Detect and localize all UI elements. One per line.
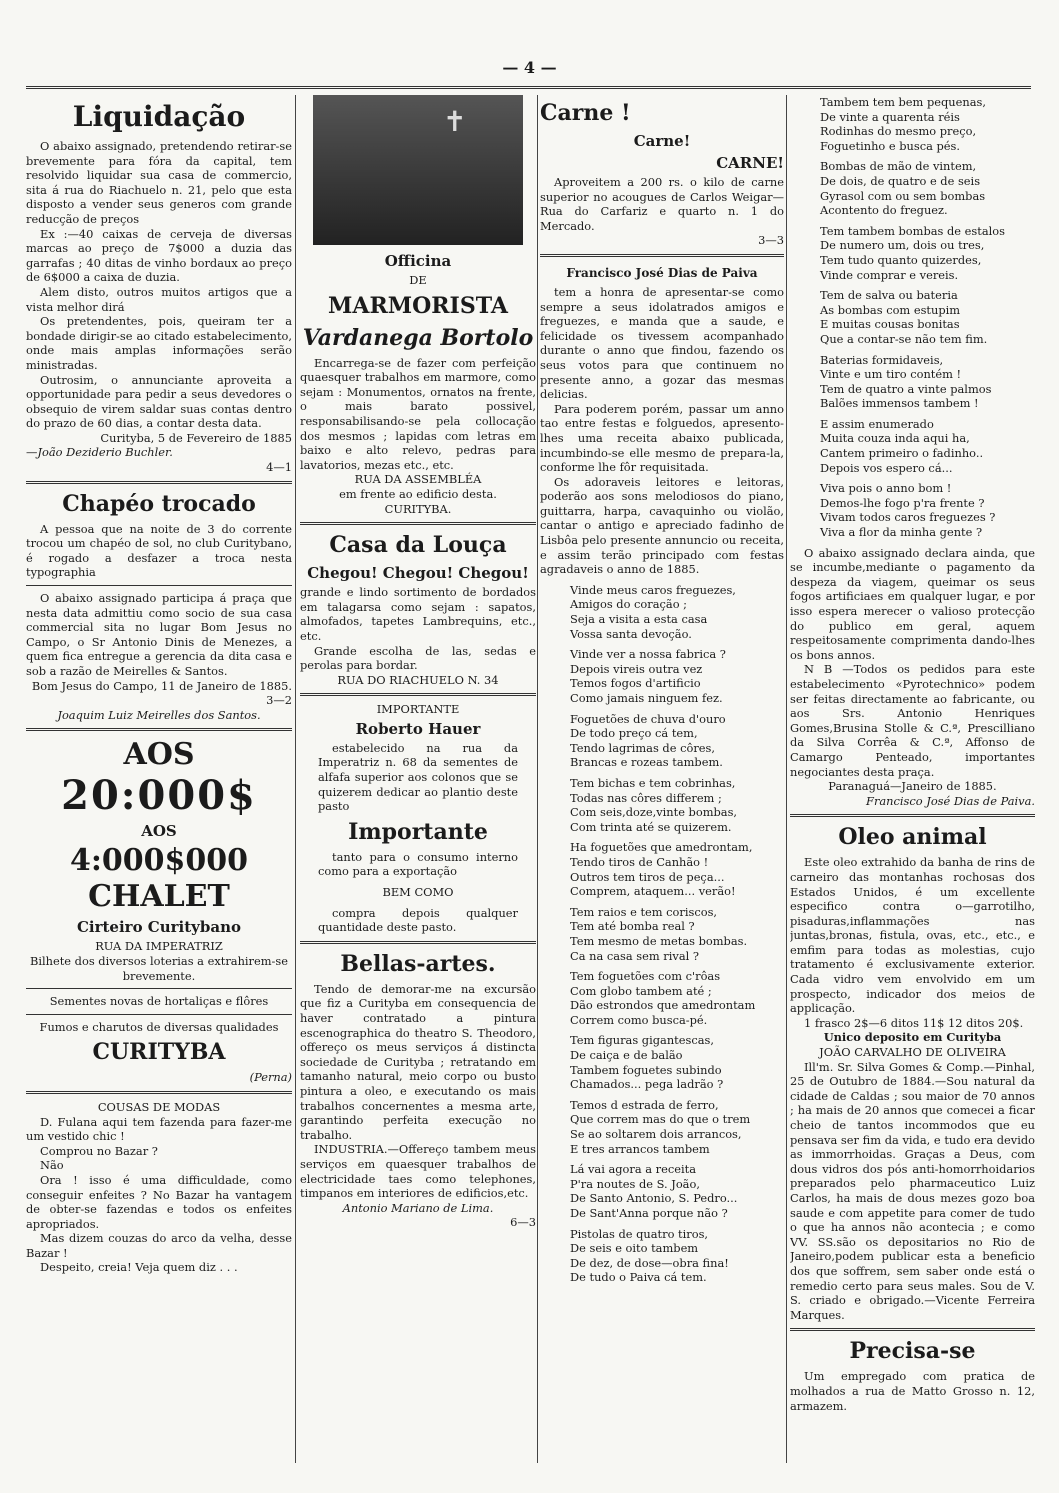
deposit-title: Unico deposito em Curityba	[823, 1030, 1002, 1045]
carne-title-2: Carne!	[633, 132, 691, 150]
separator	[26, 585, 292, 586]
stanza	[790, 95, 1035, 153]
stanza	[540, 583, 784, 641]
chalet-aos-2: AOS	[141, 822, 177, 841]
separator	[300, 941, 536, 944]
verse-line: Acontento do freguez.	[820, 203, 948, 218]
separator	[26, 1014, 292, 1015]
verse-line: E muitas cousas bonitas	[820, 317, 960, 332]
verse-line: De dois, de quatro e de seis	[820, 173, 981, 188]
verse-line: Dão estrondos que amedrontam	[570, 998, 756, 1013]
paragraph: Grande escolha de las, sedas e perolas para bordar.	[300, 643, 536, 673]
page-number: — 4 —	[502, 58, 557, 77]
verse-line: Lá vai agora a receita	[570, 1162, 696, 1177]
verse-line: Tem de quatro a vinte palmos	[820, 381, 992, 396]
verse-line: Rodinhas do mesmo preço,	[820, 124, 977, 139]
marmorista-title: MARMORISTA	[328, 292, 508, 319]
verse-line: Viva a flor da minha gente ?	[820, 525, 983, 540]
dateline: Curityba, 5 de Fevereiro de 1885	[100, 430, 292, 445]
verse-line: De Santo Antonio, S. Pedro...	[570, 1191, 738, 1206]
verse-line: Vossa santa devoção.	[570, 626, 692, 641]
paragraph: Comprou no Bazar ?	[40, 1143, 158, 1158]
price-line: 1 frasco 2$—6 ditos 11$ 12 ditos 20$.	[804, 1015, 1024, 1030]
paragraph: Bilhete dos diversos loterias a extrahirem-se brevemente.	[30, 953, 288, 983]
stanza	[790, 353, 1035, 411]
stanza	[540, 1098, 784, 1156]
verse-line: Bombas de mão de vintem,	[820, 159, 977, 174]
chalet-aos: AOS	[123, 737, 195, 773]
verse-line: Tem raios e tem coriscos,	[570, 904, 718, 919]
verse-line: Que correm mas do que o trem	[570, 1112, 751, 1127]
paragraph: O abaixo assignado participa á praça que nesta data admittiu como socio de sua casa commercial sita no lugar Bom Jesus no Campo, o Sr Antonio Dinis de Menezes, a quem fica entregue a gerencia da dita casa e sob a razão de Meirelles & Santos.	[26, 591, 292, 678]
stanza	[790, 159, 1035, 217]
verse-line: Se ao soltarem dois arrancos,	[570, 1127, 742, 1142]
bem-como: BEM COMO	[382, 885, 454, 900]
separator	[300, 693, 536, 696]
chalet-amount-2: 4:000$000	[69, 843, 249, 879]
paragraph: estabelecido na rua da Imperatriz n. 68 da sementes de alfafa superior aos colonos que se quizerem dedicar ao plantio deste pasto	[318, 740, 518, 814]
header-rule	[26, 86, 1031, 89]
verse-line: Correm como busca-pé.	[570, 1012, 708, 1027]
verse-line: De tudo o Paiva cá tem.	[570, 1270, 707, 1285]
verse-line: Tem tudo quanto quizerdes,	[820, 252, 982, 267]
verse-line: De vinte a quarenta réis	[820, 109, 960, 124]
paragraph: Um empregado com pratica de molhados a rua de Matto Grosso n. 12, armazem.	[790, 1369, 1035, 1413]
verse-line: Foguetões de chuva d'ouro	[570, 711, 726, 726]
verse-line: Tem figuras gigantescas,	[570, 1033, 714, 1048]
paragraph: Ora ! isso é uma difficuldade, como conseguir enfeites ? No Bazar ha vantagem de obter-se fazendas e todos os enfeites apropriados.	[26, 1172, 292, 1231]
chalet-city: CURITYBA	[92, 1039, 226, 1066]
stanza	[540, 776, 784, 834]
importante-body	[300, 741, 536, 935]
verse-line: Viva pois o anno bom !	[820, 481, 952, 496]
column-3	[540, 95, 784, 1463]
address: RUA DO RIACHUELO N. 34	[337, 672, 499, 687]
column-rule	[786, 95, 787, 1463]
importante-top: IMPORTANTE	[376, 702, 460, 717]
column-rule	[295, 95, 296, 1463]
column-2	[300, 95, 536, 1463]
chalet-amount: 20:000$	[61, 772, 257, 820]
verse-line: Muita couza inda aqui ha,	[820, 431, 970, 446]
verse-line: Com seis,doze,vinte bombas,	[570, 805, 738, 820]
verse-line: De todo preço cá tem,	[570, 726, 698, 741]
signature: Antonio Mariano de Lima.	[342, 1200, 494, 1215]
verse-line: E assim enumerado	[820, 416, 934, 431]
liquidacao-title: Liquidação	[72, 100, 246, 133]
stanza	[540, 712, 784, 770]
paragraph: Tendo de demorar-me na excursão que fiz a Curityba em consequencia de haver contratado a pintura escenographica do theatro S. Theodoro, offereço os meus serviços á distincta sociedade de Curityba ; retratando em tamanho natural, meio corpo ou busto pintura a oleo, e executando os mais trabalhos concernentes a mesma arte, garantindo perfeita execução no trabalho.	[300, 981, 536, 1142]
stanza	[790, 288, 1035, 346]
verse-line: P'ra noutes de S. João,	[570, 1176, 700, 1191]
paragraph: N B —Todos os pedidos para este estabelecimento «Pyrotechnico» podem ser feitas directamente ao fabricante, ou aos Srs. Antonio Henriques Gomes,Brusina Stolle & C.ª, Prescilliano da Silva Corrêa & C.ª, Affonso de Camargo Penteado, importantes negociantes desta praça.	[790, 662, 1035, 779]
stanza	[540, 969, 784, 1027]
verse-line: Vinte e um tiro contém !	[820, 367, 962, 382]
ad-number: 4—1	[266, 460, 292, 475]
verse-line: De seis e oito tambem	[570, 1241, 699, 1256]
chalet-address: RUA DA IMPERATRIZ	[95, 939, 223, 954]
stanza	[540, 647, 784, 705]
ad-number: 3—3	[758, 233, 784, 248]
cousas-title: COUSAS DE MODAS	[97, 1099, 221, 1114]
stanza	[790, 481, 1035, 539]
paragraph: Ill'm. Sr. Silva Gomes & Comp.—Pinhal, 25 de Outubro de 1884.—Sou natural da cidade de Caldas ; sou maior de 70 annos ; ha mais de 20 annos que comecei a ficar cheio de tantos incommodos que eu pensava ser fim da vida, e tudo era devido as immorrhoidas. Graças a Deus, com dous vidros dos pós anti-homorrhoidarios preparados pelo pharmaceutico Luiz Carlos, ha mais de dous mezes gozo boa saude e com appetite para comer de tudo o que ha annos não acontecia ; e como VV. SS.são os depositarios no Rio de Janeiro,podem publicar esta a beneficio dos que soffrem, sem saber onde está o remedio certo para seus males. Sou de V. S. criado e obrigado.—Vicente Ferreira Marques.	[790, 1059, 1035, 1322]
verse-line: Foguetinho e busca pés.	[820, 138, 961, 153]
verse-line: Tambem foguetes subindo	[570, 1062, 722, 1077]
verse-line: De dez, de dose—obra fina!	[570, 1255, 729, 1270]
city: CURITYBA.	[384, 501, 452, 516]
verse-line: Pistolas de quatro tiros,	[570, 1226, 709, 1241]
verse-line: Tem de salva ou bateria	[820, 288, 958, 303]
separator	[790, 814, 1035, 817]
paragraph: tem a honra de apresentar-se como sempre a seus idolatrados amigos e freguezes, e manda que a saude, e felicidade os tivessem acompanhado durante o anno que findou, fazendo os seus votos para que continuem no presente anno, a gozar das mesmas delicias.	[540, 284, 784, 402]
verse-line: Vinde meus caros freguezes,	[570, 582, 736, 597]
paragraph: D. Fulana aqui tem fazenda para fazer-me um vestido chic !	[26, 1114, 292, 1144]
officina-de: DE	[409, 273, 427, 287]
paragraph: Aproveitem a 200 rs. o kilo de carne superior no acougues de Carlos Weigar—Rua do Carfariz e quarto n. 1 do Mercado.	[540, 175, 784, 233]
separator	[26, 1091, 292, 1094]
marmorista-name: Vardanega Bortolo	[302, 324, 534, 351]
verse-line: Vivam todos caros freguezes ?	[820, 510, 996, 525]
verse-line: De caiça e de balão	[570, 1048, 683, 1063]
ad-number: 6—3	[510, 1215, 536, 1230]
verse-line: Como jamais ninguem fez.	[570, 691, 723, 705]
paragraph: Sementes novas de hortaliças e flôres	[49, 994, 269, 1009]
signature: Joaquim Luiz Meirelles dos Santos.	[57, 707, 261, 722]
separator	[26, 728, 292, 731]
ad-number: 3—2	[266, 693, 292, 708]
paragraph: Não	[40, 1158, 64, 1173]
verse-line: Balões immensos tambem !	[820, 396, 979, 411]
column-4	[790, 95, 1035, 1463]
verse-block	[540, 583, 784, 1285]
verse-line: Brancas e rozeas tambem.	[570, 755, 723, 770]
stanza	[540, 1033, 784, 1091]
paragraph: Para poderem porém, passar um anno tao entre festas e folguedos, apresento-lhes uma receita abaixo publicada, incumbindo-se elle mesmo de prepara-la, conforme lhe fôr requisitada.	[540, 401, 784, 475]
chalet-perna: (Perna)	[249, 1070, 292, 1085]
paragraph: O abaixo assignado, pretendendo retirar-se brevemente para fóra da capital, tem resolvido liquidar sua casa de commercio, sita á rua do Riachuelo n. 21, pelo que esta disposto a vender seus generos com grande reducção de preços	[26, 139, 292, 226]
separator	[790, 1328, 1035, 1331]
verse-line: Que a contar-se não tem fim.	[820, 331, 988, 346]
carne-title-3: CARNE!	[716, 154, 784, 172]
paragraph: A pessoa que na noite de 3 do corrente trocou um chapéo de sol, no club Curitybano, é rogado a desfazer a troca nesta typographia	[26, 521, 292, 580]
verse-line: Tem até bomba real ?	[570, 919, 695, 934]
verse-line: Depois vos espero cá...	[820, 460, 953, 475]
verse-line: Ca na casa sem rival ?	[570, 948, 699, 963]
verse-line: Comprem, ataquem... verão!	[570, 884, 736, 899]
verse-line: E tres arrancos tambem	[570, 1141, 710, 1156]
paragraph: Os adoraveis leitores e leitoras, poderão aos sons melodiosos do piano, guittarra, harpa, cavaquinho ou violão, cantar o antigo e apreciado fadinho de Lisbôa pelo presente annuncio ou receita, e assim terão principado com festas agradaveis o anno de 1885.	[540, 474, 784, 577]
column-rule	[537, 95, 538, 1463]
verse-line: Com globo tambem até ;	[570, 983, 712, 998]
engraving-image	[313, 95, 523, 245]
verse-line: As bombas com estupim	[820, 302, 961, 317]
precisa-title: Precisa-se	[849, 1338, 976, 1365]
stanza	[540, 1162, 784, 1220]
belas-title: Bellas-artes.	[340, 950, 496, 977]
separator	[26, 481, 292, 484]
verse-line: Depois vireis outra vez	[570, 661, 703, 676]
verse-line: Amigos do coração ;	[570, 597, 688, 612]
verse-line: Baterias formidaveis,	[820, 352, 944, 367]
column-1	[26, 95, 292, 1463]
paragraph: O abaixo assignado declara ainda, que se incumbe,mediante o pagamento da despeza da viagem, queimar os seus fogos artificiaes em qualquer lugar, e por isso espera merecer o valioso protecção do publico em geral, aquem respeitosamente comprimenta dando-lhes os bons annos.	[790, 545, 1035, 662]
signature: —João Deziderio Buchler.	[26, 445, 173, 460]
chalet-subtitle: Cirteiro Curitybano	[76, 918, 242, 937]
stanza	[540, 840, 784, 898]
verse-line: Ha foguetões que amedrontam,	[570, 840, 753, 855]
paragraph: Despeito, creia! Veja quem diz . . .	[40, 1260, 238, 1275]
chalet-name: CHALET	[88, 879, 230, 915]
verse-line: Outros tem tiros de peça...	[570, 869, 725, 884]
oleo-title: Oleo animal	[838, 824, 987, 851]
separator	[540, 254, 784, 257]
stanza	[790, 417, 1035, 475]
paragraph: Este oleo extrahido da banha de rins de carneiro das montanhas rochosas dos Estados Unidos, é um excellente especifico contra o—garrotilho, pisaduras,inflammações nas juntas,bronas, fistula, ovas, etc., etc., e emfim para todas as molestias, cujo tratamento é exclusivamente exterior. Cada vidro vem envolvido em um prospecto, indicador dos meios de applicação.	[790, 855, 1035, 1016]
paragraph: Encarrega-se de fazer com perfeição quaesquer trabalhos em marmore, como sejam : Monumentos, ornatos na frente, o mais barato possivel, responsabilisando-se pela collocação dos mesmos ; lapidas com letras em baixo e alto relevo, pedras para lavatorios, mezas etc., etc.	[300, 355, 536, 472]
paragraph: INDUSTRIA.—Offereço tambem meus serviços em quaesquer trabalhos de electricidade taes como telephones, timpanos em interiores de edificios,etc.	[300, 1142, 536, 1201]
officina-title: Officina	[384, 252, 452, 270]
verse-line: De numero um, dois ou tres,	[820, 238, 985, 253]
stanza	[790, 224, 1035, 282]
verse-line: Tem bichas e tem cobrinhas,	[570, 775, 736, 790]
paragraph: compra depois qualquer quantidade deste pasto.	[318, 905, 518, 935]
verse-line: Cantem primeiro o fadinho..	[820, 446, 984, 461]
paragraph: Ex :—40 caixas de cerveja de diversas marcas ao preço de 7$000 a duzia das garrafas ; 40 ditas de vinho bordaux ao preço de 6$000 a caixa de duzia.	[26, 226, 292, 285]
importante-name: Roberto Hauer	[355, 719, 481, 738]
louca-title: Casa da Louça	[329, 532, 507, 559]
verse-line: Demos-lhe fogo p'ra frente ?	[820, 495, 985, 510]
paragraph: tanto para o consumo interno como para a exportação	[318, 849, 518, 879]
verse-block	[790, 95, 1035, 540]
verse-line: Temos d estrada de ferro,	[570, 1097, 719, 1112]
stanza	[540, 1227, 784, 1285]
verse-line: Temos fogos d'artificio	[570, 676, 701, 691]
chapeo-title: Chapéo trocado	[62, 490, 256, 517]
dateline: Bom Jesus do Campo, 11 de Janeiro de 1885.	[31, 678, 292, 693]
importante-title: Importante	[348, 818, 488, 845]
paiva-title: Francisco José Dias de Paiva	[566, 265, 758, 280]
verse-line: Tendo lagrimas de côres,	[570, 740, 715, 755]
verse-line: Gyrasol com ou sem bombas	[820, 188, 986, 203]
paragraph: Os pretendentes, pois, queiram ter a bondade dirigir-se ao citado estabelecimento, onde mais amplas informações serão ministradas.	[26, 314, 292, 372]
verse-line: De Sant'Anna porque não ?	[570, 1206, 728, 1220]
verse-line: Tem mesmo de metas bombas.	[570, 933, 748, 948]
signature: Francisco José Dias de Paiva.	[866, 793, 1035, 808]
verse-line: Seja a visita a esta casa	[570, 612, 708, 627]
address: RUA DA ASSEMBLÉA	[354, 472, 482, 487]
stanza	[540, 905, 784, 963]
separator	[300, 522, 536, 525]
verse-line: Vinde comprar e vereis.	[820, 267, 959, 282]
address-note: em frente ao edificio desta.	[339, 486, 497, 501]
verse-line: Tem foguetões com c'rôas	[570, 969, 721, 984]
verse-line: Com trinta até se quizerem.	[570, 819, 732, 834]
verse-line: Chamados... pega ladrão ?	[570, 1077, 724, 1092]
verse-line: Tambem tem bem pequenas,	[820, 95, 986, 109]
paragraph: Outrosim, o annunciante aproveita a opportunidade para pedir a seus devedores o obsequio de virem saldar suas contas dentro do prazo de 60 dias, a contar desta data.	[26, 372, 292, 431]
verse-line: Tem tambem bombas de estalos	[820, 223, 1005, 238]
verse-line: Vinde ver a nossa fabrica ?	[570, 647, 726, 662]
dateline: Paranaguá—Janeiro de 1885.	[828, 779, 997, 794]
deposit-name: JOÃO CARVALHO DE OLIVEIRA	[819, 1045, 1006, 1060]
louca-subtitle: Chegou! Chegou! Chegou!	[307, 564, 529, 583]
separator	[26, 988, 292, 989]
paragraph: Alem disto, outros muitos artigos que a vista melhor dirá	[26, 284, 292, 314]
verse-line: Tendo tiros de Canhão !	[570, 854, 709, 869]
paragraph: Fumos e charutos de diversas qualidades	[39, 1019, 279, 1034]
paragraph: grande e lindo sortimento de bordados em talagarsa como sejam : sapatos, almofados, tapetes Lambrequins, etc., etc.	[300, 585, 536, 643]
verse-line: Todas nas côres differem ;	[570, 790, 722, 805]
carne-title-1: Carne !	[540, 100, 631, 126]
paragraph: Mas dizem couzas do arco da velha, desse Bazar !	[26, 1231, 292, 1260]
